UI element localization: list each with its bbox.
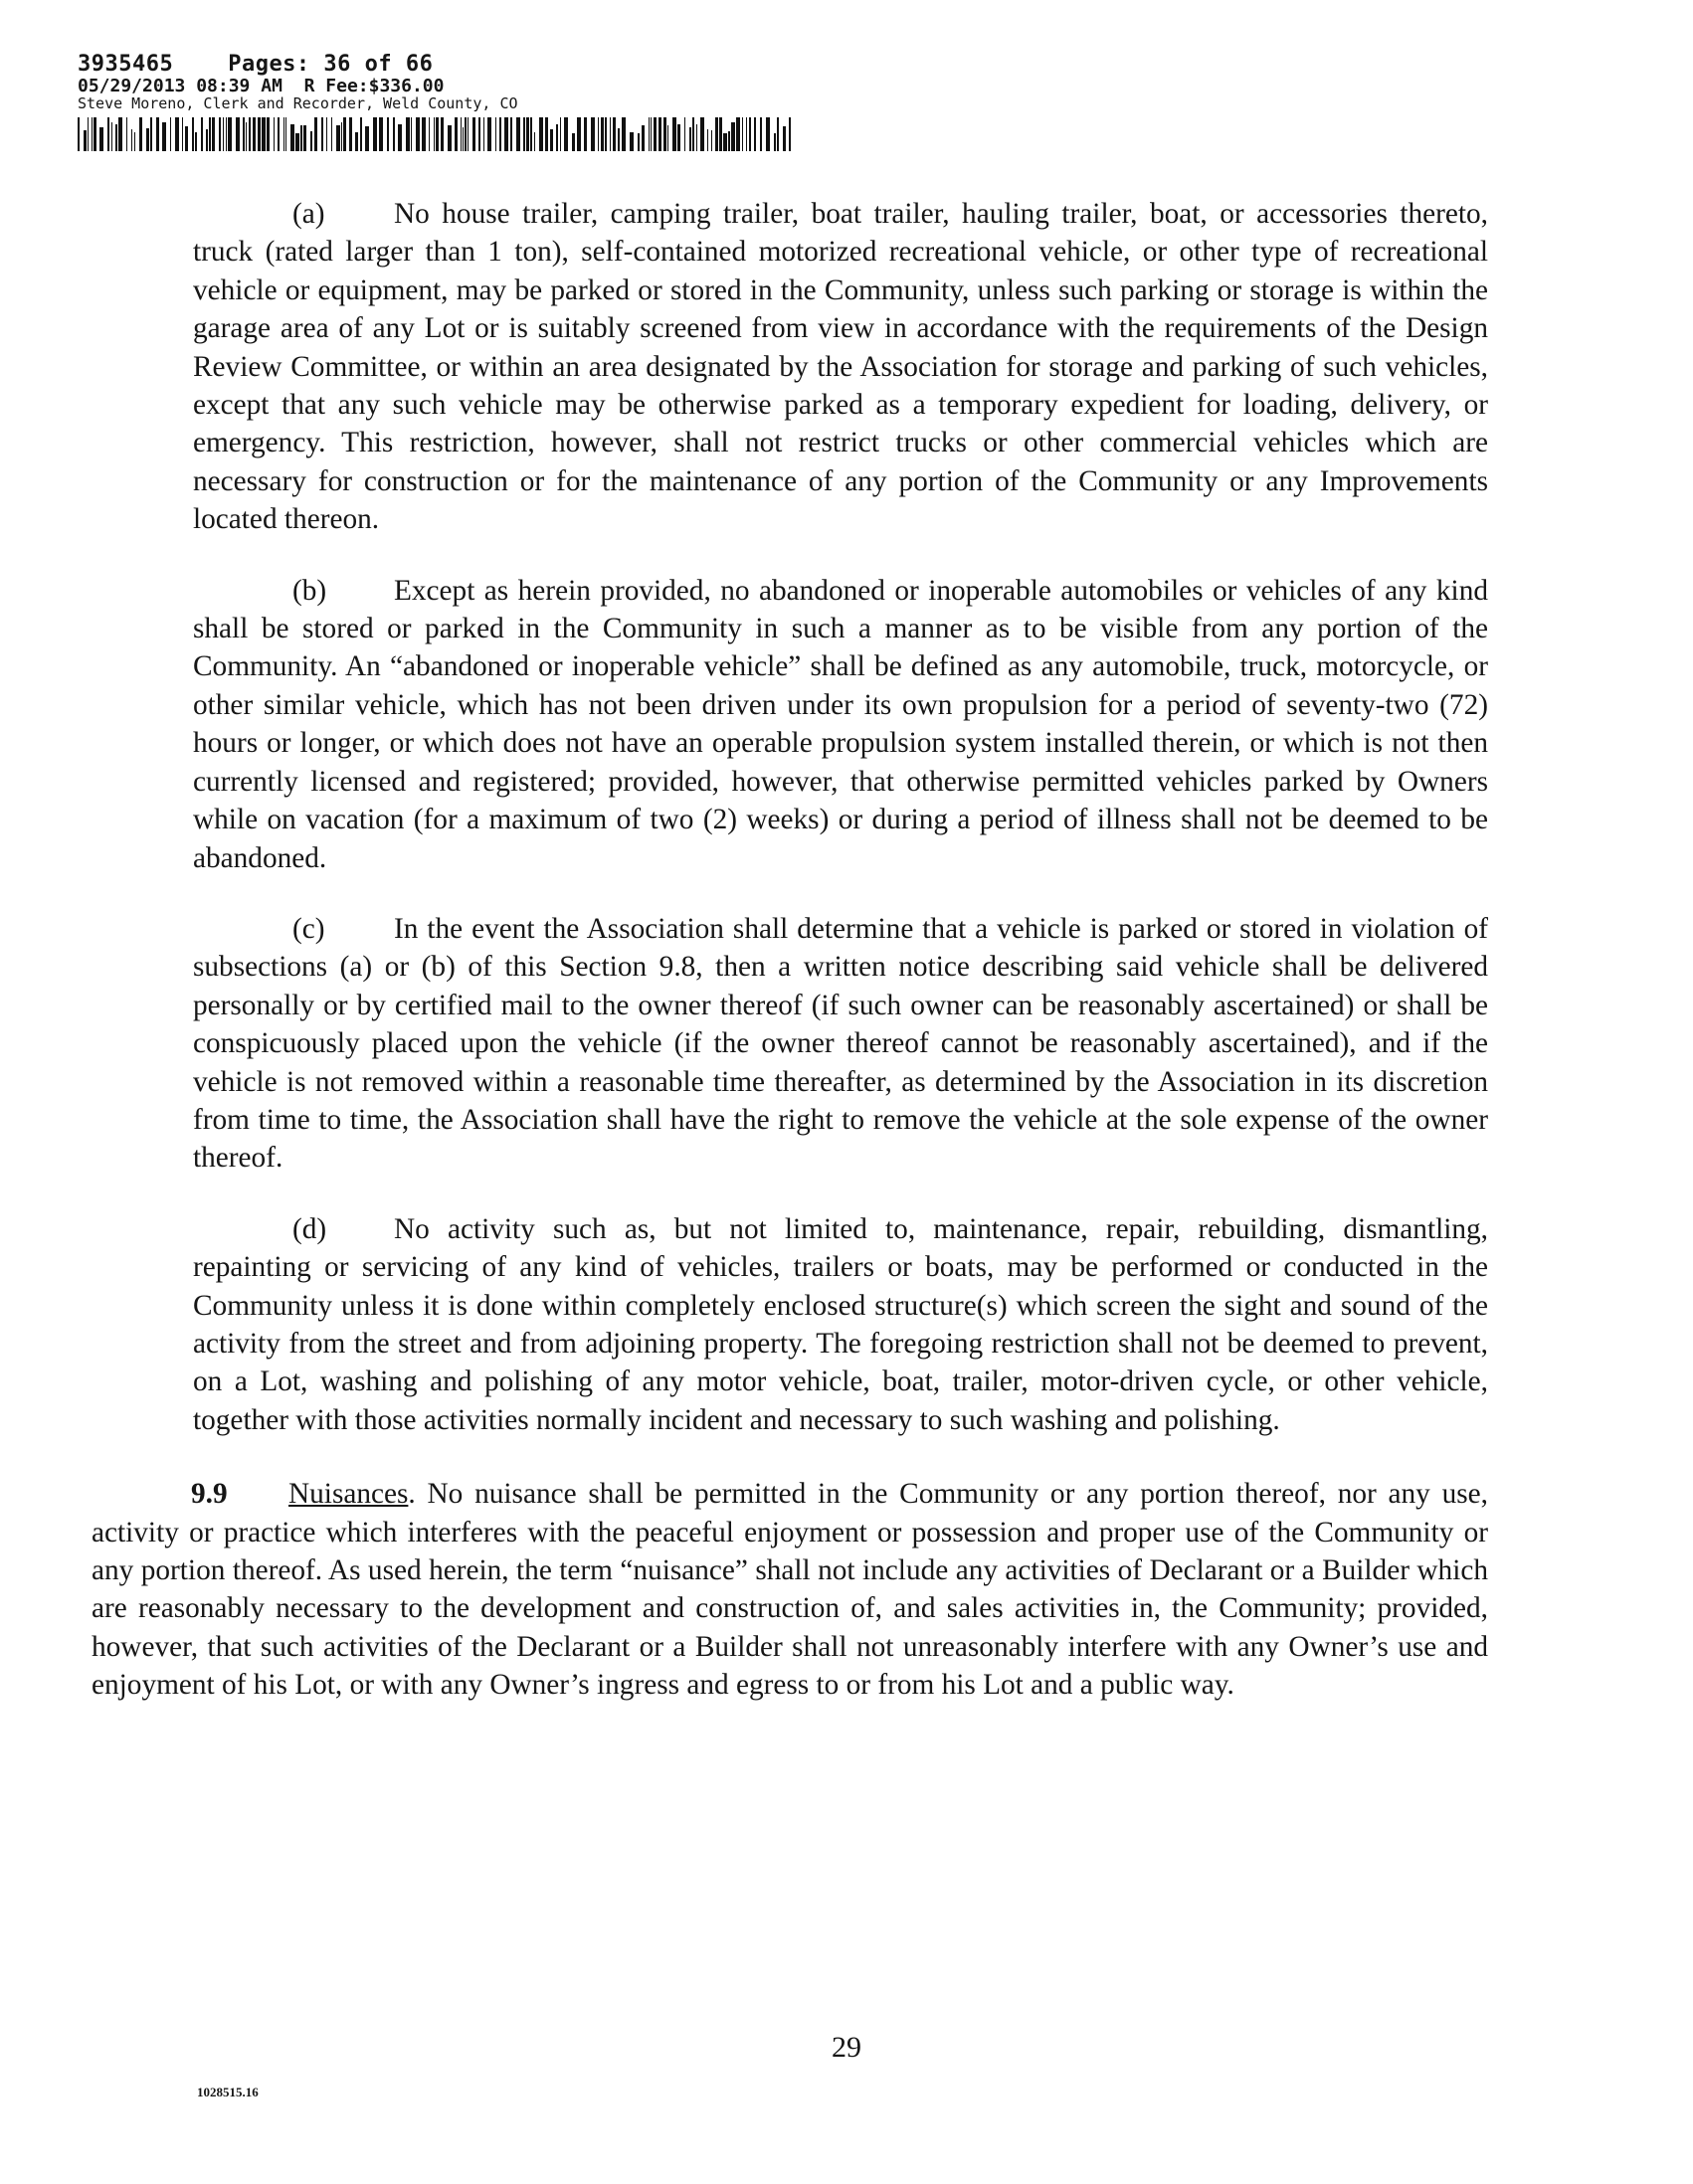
barcode-bar: [483, 117, 484, 151]
barcode-bar: [728, 131, 730, 151]
barcode-bar: [715, 117, 718, 151]
barcode-bar: [349, 117, 352, 151]
barcode-bar: [278, 117, 280, 151]
barcode-bar: [355, 132, 358, 151]
barcode-bar: [341, 122, 342, 151]
barcode-bar: [700, 117, 704, 151]
barcode-bar: [111, 122, 112, 151]
barcode-bar: [331, 117, 332, 151]
barcode-bar: [92, 117, 93, 151]
page-count: Pages: 36 of 66: [228, 52, 434, 77]
barcode-bar: [736, 117, 740, 151]
barcode-bar: [118, 117, 122, 151]
subsection-label: (a): [292, 198, 325, 230]
barcode-bar: [654, 117, 657, 151]
barcode-bar: [175, 117, 179, 151]
barcode-bar: [156, 117, 159, 151]
barcode-bar: [760, 117, 762, 151]
barcode-bar: [495, 117, 496, 151]
barcode-bar: [504, 117, 508, 151]
barcode-bar: [746, 117, 747, 151]
barcode-bar: [472, 117, 475, 151]
barcode-bar: [658, 117, 661, 151]
section-text: . No nuisance shall be permitted in the Community or any portion thereof, nor any use, activity or practice which interferes with the peaceful enjoyment or possession and proper use of the Community or any portion thereof. As used herein, the term “nuisance” shall not include any activities of Declarant or a Builder which are reasonably necessary to the development and construction of, and sales activities in, the Community; provided, however, that such activities of the Declarant or a Builder shall not unreasonably interfere with any Owner’s use and enjoyment of his Lot, or with any Owner’s ingress and egress to or from his Lot and a public way.: [92, 1478, 1488, 1702]
barcode-bar: [677, 124, 680, 151]
barcode-bar: [455, 117, 458, 151]
barcode-bar: [206, 129, 208, 151]
barcode-bar: [258, 117, 261, 151]
document-id: 1028515.16: [197, 2085, 259, 2099]
barcode-bar: [115, 124, 117, 151]
barcode-bar: [393, 117, 395, 151]
barcode-bar: [684, 117, 685, 151]
barcode-bar: [672, 117, 676, 151]
barcode-bar: [516, 117, 520, 151]
barcode-bar: [560, 117, 561, 151]
barcode-bar: [448, 125, 452, 151]
barcode-bar: [131, 129, 132, 151]
barcode-bar: [223, 117, 224, 151]
barcode-bar: [663, 117, 666, 151]
barcode-bar: [510, 117, 512, 151]
barcode-bar: [577, 117, 581, 151]
barcode-bar: [398, 124, 402, 151]
barcode-bar: [630, 132, 634, 151]
barcode-bar: [150, 117, 152, 151]
subsection-text: No house trailer, camping trailer, boat trailer, hauling trailer, boat, or accessories thereto, truck (rated larger than 1 ton), self-contained motorized recreational vehicle, or other type of recreational vehicle or equipment, may be parked or stored in the Community, unless such parking or storage is within the garage area of any Lot or is suitably screened from view in accordance with the requirements of the Design Review Committee, or within an area designated by the Association for storage and parking of such vehicles, except that any such vehicle may be otherwise parked as a temporary expedient for loading, delivery, or emergency. This restriction, however, shall not restrict trucks or other commercial vehicles which are necessary for construction or for the maintenance of any portion of the Community or any Improvements located thereon.: [193, 198, 1488, 536]
barcode-bar: [295, 133, 299, 151]
barcode-bar: [754, 117, 756, 151]
barcode-bar: [556, 124, 558, 151]
page-number: 29: [832, 2031, 861, 2064]
recording-date-time: 05/29/2013 08:39 AM: [78, 76, 282, 96]
subsection-a: [193, 195, 1488, 539]
barcode-bar: [487, 117, 491, 151]
barcode-bar: [195, 132, 197, 151]
recording-fee: R Fee:$336.00: [303, 76, 445, 96]
document-body: [92, 195, 1488, 1705]
barcode-bar: [783, 126, 786, 151]
barcode-bar: [434, 117, 435, 151]
barcode-bar: [343, 117, 346, 151]
barcode-bars: [78, 117, 791, 151]
barcode-bar: [212, 117, 215, 151]
barcode-bar: [262, 117, 266, 151]
barcode-bar: [146, 128, 149, 151]
barcode-bar: [126, 117, 127, 151]
barcode-bar: [373, 117, 377, 151]
barcode-bar: [139, 117, 142, 151]
barcode-bar: [387, 117, 389, 151]
barcode-bar: [134, 132, 135, 151]
barcode-bar: [226, 117, 227, 151]
barcode-bar: [365, 126, 369, 151]
barcode-bar: [290, 124, 294, 151]
barcode-bar: [545, 117, 548, 151]
barcode-bar: [321, 117, 323, 151]
barcode-bar: [253, 117, 256, 151]
barcode-bar: [591, 117, 595, 151]
barcode-bar: [530, 117, 532, 151]
barcode-bar: [436, 117, 439, 151]
barcode-bar: [310, 131, 312, 151]
section-number: 9.9: [191, 1478, 228, 1511]
barcode-bar: [209, 117, 211, 151]
barcode-bar: [107, 117, 109, 151]
barcode-bar: [711, 130, 712, 151]
barcode-bar: [422, 117, 426, 151]
barcode-bar: [613, 117, 616, 151]
barcode: [78, 117, 794, 151]
subsection-d: [193, 1210, 1488, 1439]
barcode-bar: [236, 117, 240, 151]
barcode-bar: [162, 122, 166, 151]
barcode-bar: [789, 117, 791, 151]
barcode-bar: [731, 122, 735, 151]
barcode-bar: [243, 117, 245, 151]
barcode-bar: [774, 133, 776, 151]
barcode-bar: [411, 117, 412, 151]
barcode-bar: [274, 117, 275, 151]
barcode-bar: [719, 117, 722, 151]
barcode-bar: [246, 122, 247, 151]
barcode-bar: [564, 117, 568, 151]
barcode-bar: [692, 117, 694, 151]
barcode-bar: [182, 117, 183, 151]
barcode-bar: [170, 117, 171, 151]
section-9-9: [92, 1475, 1488, 1704]
barcode-bar: [429, 117, 430, 151]
barcode-bar: [742, 117, 743, 151]
barcode-bar: [463, 127, 464, 151]
barcode-bar: [601, 117, 604, 151]
barcode-bar: [539, 117, 543, 151]
recording-stamp: [78, 54, 834, 151]
barcode-bar: [441, 117, 444, 151]
barcode-bar: [88, 117, 89, 151]
barcode-bar: [572, 133, 575, 151]
barcode-bar: [749, 117, 751, 151]
barcode-bar: [610, 117, 611, 151]
barcode-bar: [303, 125, 306, 151]
barcode-bar: [526, 117, 529, 151]
barcode-bar: [689, 127, 691, 151]
barcode-bar: [379, 117, 383, 151]
subsection-label: (b): [292, 574, 327, 607]
barcode-bar: [406, 117, 410, 151]
barcode-bar: [314, 117, 317, 151]
barcode-bar: [461, 117, 462, 151]
barcode-bar: [651, 117, 652, 151]
barcode-bar: [605, 117, 607, 151]
barcode-bar: [649, 117, 650, 151]
barcode-bar: [523, 117, 525, 151]
barcode-bar: [84, 130, 87, 151]
barcode-bar: [219, 117, 221, 151]
section-heading: Nuisances: [288, 1478, 409, 1511]
barcode-bar: [201, 117, 203, 151]
barcode-bar: [777, 117, 779, 151]
stamp-line-1: [78, 54, 834, 76]
barcode-bar: [707, 129, 708, 151]
barcode-bar: [267, 117, 270, 151]
barcode-bar: [283, 117, 284, 151]
barcode-bar: [300, 125, 302, 151]
barcode-bar: [185, 126, 188, 151]
barcode-bar: [336, 125, 340, 151]
subsection-text: Except as herein provided, no abandoned or inoperable automobiles or vehicles of any kind shall be stored or parked in the Community in such a manner as to be visible from any portion of the Community. An “abandoned or inoperable vehicle” shall be defined as any automobile, truck, motorcycle, or other similar vehicle, which has not been driven under its own propulsion for a period of seventy-two (72) hours or longer, or which does not have an operable propulsion system installed therein, or which is not then currently licensed and registered; provided, however, that otherwise permitted vehicles parked by Owners while on vacation (for a maximum of two (2) weeks) or during a period of illness shall not be deemed to be abandoned.: [193, 574, 1488, 874]
barcode-bar: [416, 117, 420, 151]
barcode-bar: [667, 125, 668, 151]
barcode-bar: [78, 117, 80, 151]
subsection-c: [193, 910, 1488, 1178]
subsection-label: (d): [292, 1212, 327, 1245]
subsection-text: In the event the Association shall determine that a vehicle is parked or stored in violation of subsections (a) or (b) of this Section 9.8, then a written notice describing said vehicle shall be delivered personally or by certified mail to the owner thereof (if such owner can be reasonably ascertained) or shall be conspicuously placed upon the vehicle (if the owner thereof cannot be reasonably ascertained), and if the vehicle is not removed within a reasonable time thereafter, as determined by the Association in its discretion from time to time, the Association shall have the right to remove the vehicle at the sole expense of the owner thereof.: [193, 912, 1488, 1175]
barcode-bar: [360, 117, 362, 151]
barcode-bar: [468, 117, 469, 151]
barcode-bar: [638, 133, 640, 151]
subsection-b: [193, 572, 1488, 877]
barcode-bar: [584, 117, 587, 151]
barcode-bar: [618, 128, 620, 151]
barcode-bar: [598, 117, 599, 151]
barcode-bar: [696, 124, 697, 151]
subsection-label: (c): [292, 912, 325, 945]
barcode-bar: [465, 117, 467, 151]
barcode-bar: [766, 117, 770, 151]
stamp-line-2: [78, 78, 834, 95]
barcode-bar: [550, 129, 553, 151]
barcode-bar: [285, 117, 286, 151]
barcode-bar: [192, 117, 194, 151]
barcode-bar: [94, 117, 96, 151]
barcode-bar: [478, 117, 480, 151]
barcode-bar: [622, 117, 626, 151]
barcode-bar: [534, 132, 535, 151]
barcode-bar: [249, 117, 251, 151]
barcode-bar: [326, 117, 327, 151]
barcode-bar: [228, 117, 232, 151]
reception-number: 3935465: [78, 52, 174, 77]
subsection-text: No activity such as, but not limited to, maintenance, repair, rebuilding, dismantling, repainting or servicing of any kind of vehicles, trailers or boats, may be performed or conducted in the Community unless it is done within completely enclosed structure(s) which screen the sight and sound of the activity from the street and from adjoining property. The foregoing restriction shall not be deemed to prevent, on a Lot, washing and polishing of any motor vehicle, boat, trailer, motor-driven cycle, or other vehicle, together with those activities normally incident and necessary to such washing and polishing.: [193, 1212, 1488, 1436]
recorder-line: Steve Moreno, Clerk and Recorder, Weld County, CO: [78, 94, 518, 112]
barcode-bar: [499, 117, 501, 151]
barcode-bar: [642, 125, 645, 151]
barcode-bar: [99, 127, 103, 151]
barcode-bar: [723, 133, 727, 151]
